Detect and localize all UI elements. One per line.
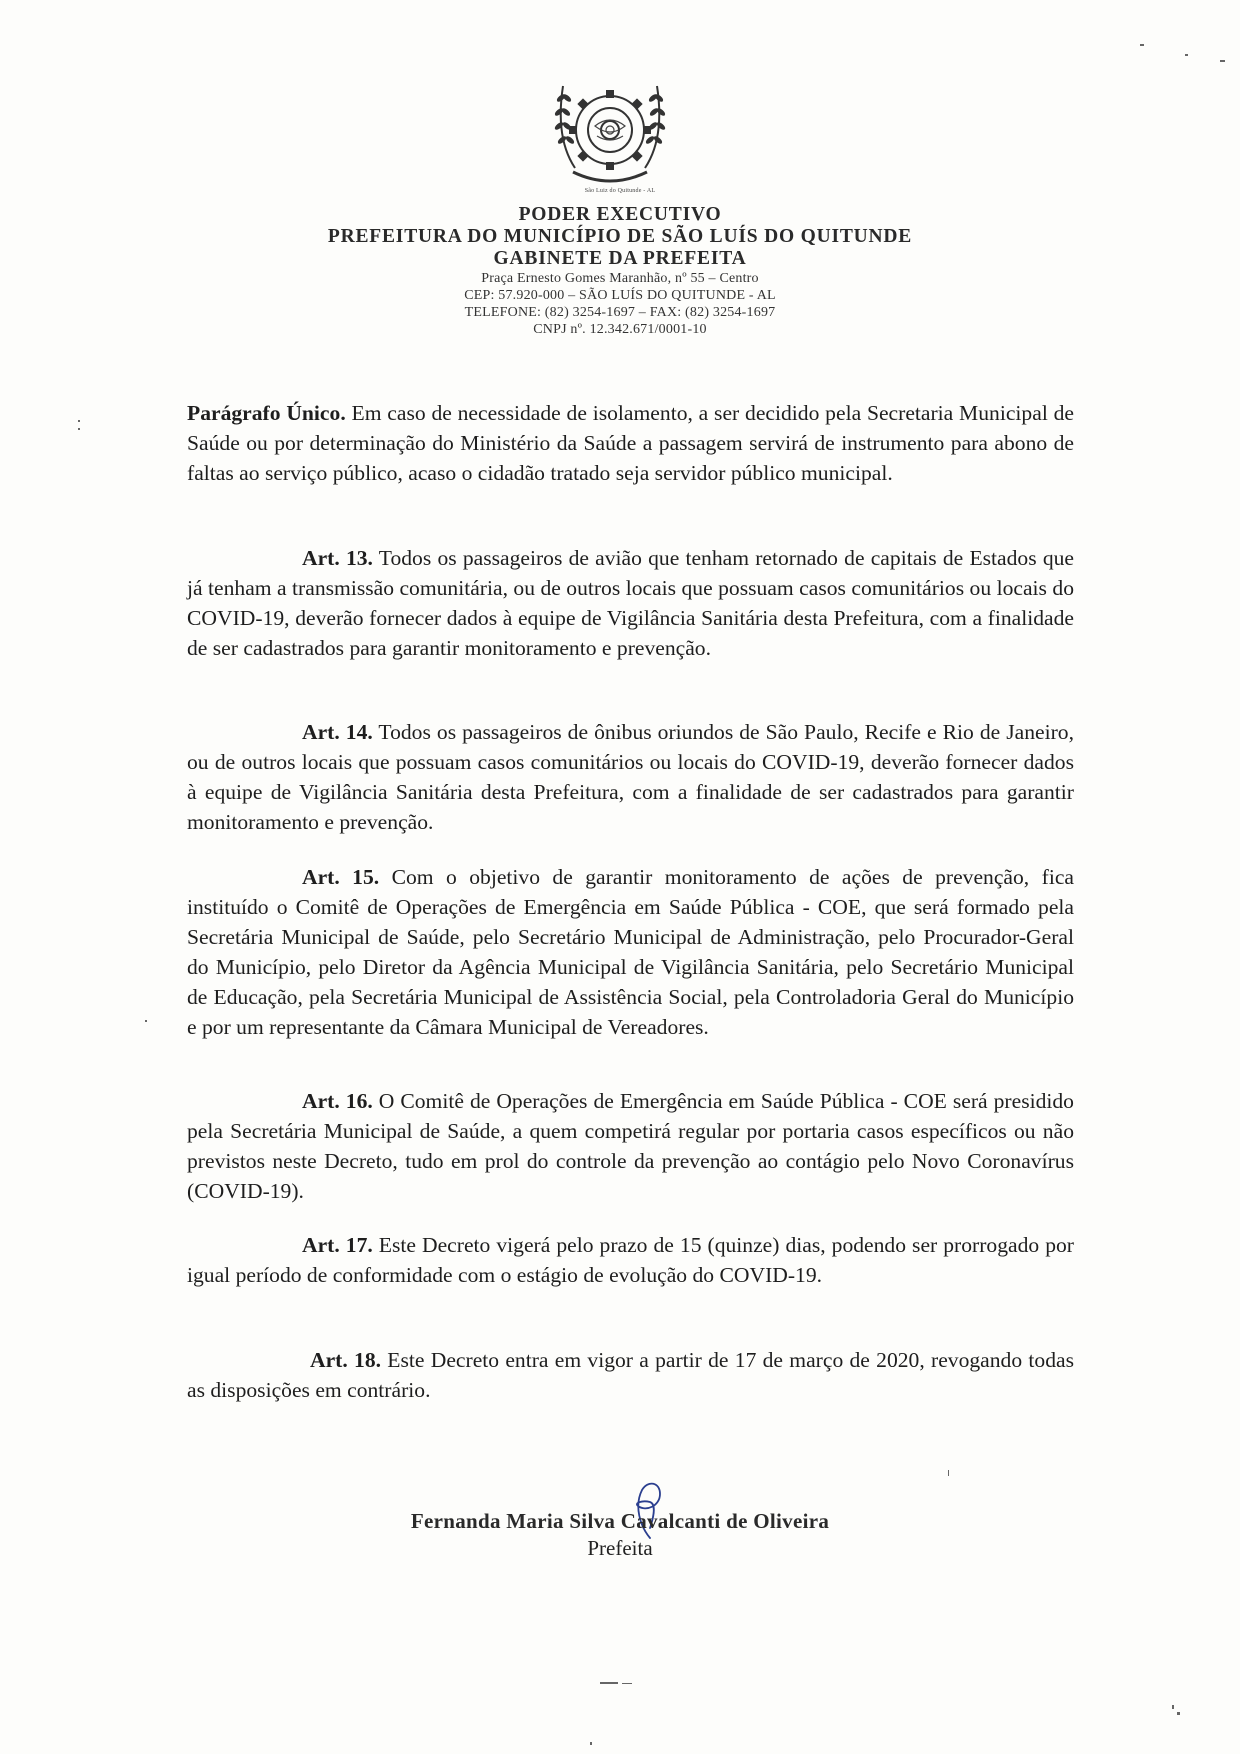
signatory-name: Fernanda Maria Silva Cavalcanti de Oliveira <box>410 1509 830 1533</box>
article-17 <box>187 1230 1074 1290</box>
article-17-text: Este Decreto vigerá pelo prazo de 15 (quinze) dias, podendo ser prorrogado por igual período de conformidade com o estágio de evolução do COVID-19. <box>187 1233 1074 1287</box>
paragraph-unique-label: Parágrafo Único. <box>187 401 346 425</box>
article-13 <box>187 543 1074 663</box>
article-15-text: Com o objetivo de garantir monitoramento de ações de prevenção, fica instituído o Comitê de Operações de Emergência em Saúde Pública - COE, que será formado pela Secretária Municipal de Saúde, pelo Secretário Municipal de Administração, pelo Procurador-Geral do Município, pelo Diretor da Agência Municipal de Vigilância Sanitária, pelo Secretário Municipal de Educação, pela Secretária Municipal de Assistência Social, pela Controladoria Geral do Município e por um representante da Câmara Municipal de Vereadores. <box>187 865 1074 1039</box>
article-14 <box>187 717 1074 837</box>
letterhead-office: GABINETE DA PREFEITA <box>493 248 747 269</box>
letterhead-power: PODER EXECUTIVO <box>518 204 722 225</box>
article-14-text: Todos os passageiros de ônibus oriundos de São Paulo, Recife e Rio de Janeiro, ou de outros locais que possuam casos comunitários ou locais do COVID-19, deverão fornecer dados à equipe de Vigilância Sanitária desta Prefeitura, com a finalidade de ser cadastrados para garantir monitoramento e prevenção. <box>187 720 1074 834</box>
letterhead-municipality: PREFEITURA DO MUNICÍPIO DE SÃO LUÍS DO QUITUNDE <box>327 226 913 247</box>
paragraph-unique-text: Em caso de necessidade de isolamento, a ser decidido pela Secretaria Municipal de Saúde ou por determinação do Ministério da Saúde a passagem servirá de instrumento para abono de faltas ao serviço público, acaso o cidadão tratado seja servidor público municipal. <box>187 401 1074 485</box>
letterhead-cep: CEP: 57.920-000 – SÃO LUÍS DO QUITUNDE - AL <box>464 288 776 303</box>
letterhead-address: Praça Ernesto Gomes Maranhão, nº 55 – Centro <box>481 271 759 286</box>
signatory-role: Prefeita <box>587 1536 653 1560</box>
letterhead-cnpj: CNPJ nº. 12.342.671/0001-10 <box>533 322 707 337</box>
article-13-label: Art. 13. <box>302 546 373 570</box>
article-16-text: O Comitê de Operações de Emergência em Saúde Pública - COE será presidido pela Secretária Municipal de Saúde, a quem competirá regular por portaria casos específicos ou não previstos neste Decreto, tudo em prol do controle da prevenção ao contágio pelo Novo Coronavírus (COVID-19). <box>187 1089 1074 1203</box>
article-14-label: Art. 14. <box>302 720 373 744</box>
article-15-label: Art. 15. <box>302 865 380 889</box>
article-16-label: Art. 16. <box>302 1089 373 1113</box>
article-18-text: Este Decreto entra em vigor a partir de 17 de março de 2020, revogando todas as disposições em contrário. <box>187 1348 1074 1402</box>
municipal-crest-icon <box>545 68 675 198</box>
signature-block <box>0 1508 1240 1562</box>
article-18 <box>187 1345 1074 1405</box>
crest-caption: São Luiz do Quitunde - AL <box>584 188 656 194</box>
article-16 <box>187 1086 1074 1206</box>
paragraph-unique <box>187 398 1074 488</box>
article-13-text: Todos os passageiros de avião que tenham retornado de capitais de Estados que já tenham a transmissão comunitária, ou de outros locais que possuam casos comunitários ou locais do COVID-19, deverão fornecer dados à equipe de Vigilância Sanitária desta Prefeitura, com a finalidade de ser cadastrados para garantir monitoramento e prevenção. <box>187 546 1074 660</box>
letterhead <box>0 204 1240 338</box>
letterhead-phone: TELEFONE: (82) 3254-1697 – FAX: (82) 3254-1697 <box>464 305 776 320</box>
article-15 <box>187 862 1074 1042</box>
article-17-label: Art. 17. <box>302 1233 373 1257</box>
article-18-label: Art. 18. <box>310 1348 382 1372</box>
